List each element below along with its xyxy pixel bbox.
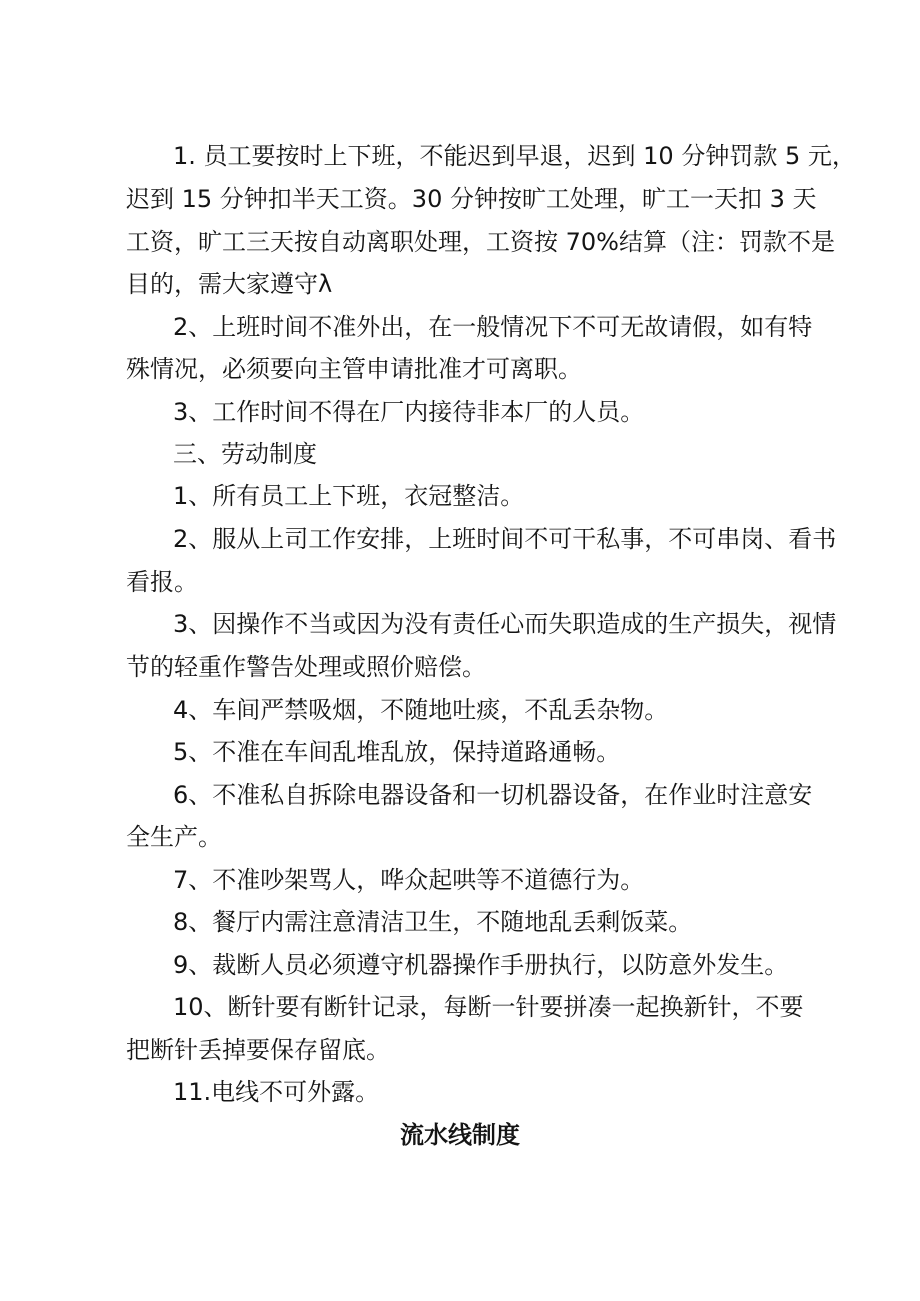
- text-line: 2、服从上司工作安排，上班时间不可干私事，不可串岗、看书: [173, 525, 837, 553]
- text-line: 全生产。: [126, 823, 222, 851]
- text-line: 工资，旷工三天按自动离职处理，工资按 70%结算（注：罚款不是: [126, 228, 835, 256]
- text-line: 3、因操作不当或因为没有责任心而失职造成的生产损失，视情: [173, 610, 837, 638]
- text-line: 1. 员工要按时上下班，不能迟到早退，迟到 10 分钟罚款 5 元，: [173, 142, 856, 170]
- text-line: 8、餐厅内需注意清洁卫生，不随地乱丢剩饭菜。: [173, 908, 693, 936]
- text-line: 节的轻重作警告处理或照价赔偿。: [126, 653, 486, 681]
- text-line: 3、工作时间不得在厂内接待非本厂的人员。: [173, 398, 645, 426]
- text-line: 10、断针要有断针记录，每断一针要拼凑一起换新针，不要: [173, 993, 804, 1021]
- text-line: 7、不准吵架骂人，哗众起哄等不道德行为。: [173, 866, 645, 894]
- section-heading: 三、劳动制度: [173, 440, 317, 468]
- text-line: 6、不准私自拆除电器设备和一切机器设备，在作业时注意安: [173, 781, 813, 809]
- text-line: 1、所有员工上下班，衣冠整洁。: [173, 482, 525, 510]
- text-line: 2、上班时间不准外出，在一般情况下不可无故请假，如有特: [173, 313, 813, 341]
- text-line: 9、裁断人员必须遵守机器操作手册执行，以防意外发生。: [173, 951, 789, 979]
- text-line: 看报。: [126, 568, 198, 596]
- text-line: 5、不准在车间乱堆乱放，保持道路通畅。: [173, 738, 621, 766]
- text-line: 把断针丢掉要保存留底。: [126, 1036, 390, 1064]
- text-line: 迟到 15 分钟扣半天工资。30 分钟按旷工处理，旷工一天扣 3 天: [126, 185, 817, 213]
- text-line: 目的，需大家遵守λ: [126, 270, 333, 298]
- text-line: 4、车间严禁吸烟，不随地吐痰，不乱丢杂物。: [173, 696, 669, 724]
- page-title: 流水线制度: [400, 1121, 520, 1149]
- text-line: 11.电线不可外露。: [173, 1078, 380, 1106]
- text-line: 殊情况，必须要向主管申请批准才可离职。: [126, 355, 582, 383]
